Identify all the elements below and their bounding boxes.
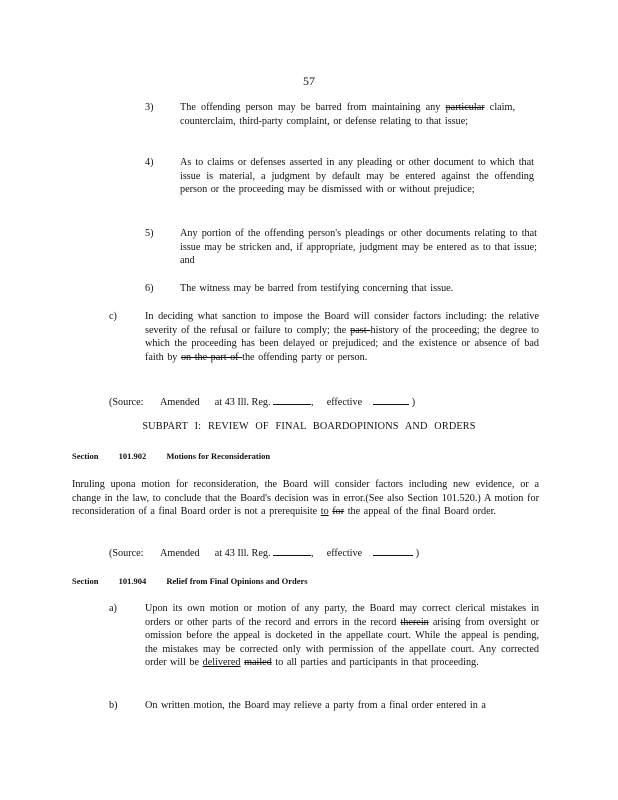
source-note: (Source: Amended at 43 Ill. Reg. , effective ) [109,545,419,561]
source-close: ) [411,397,416,408]
item-label: 4) [145,157,154,168]
text-run: As to claims or defenses asserted in any pleading or other document to which that issue is material, a judgment by default may be entered against the offending person or the proceeding may be dismissed with or without prejudice; [180,157,534,196]
source-amended: Amended [160,548,200,559]
section-heading [72,451,288,461]
subpart-heading: SUBPART I: REVIEW OF FINAL BOARDOPINIONS AND ORDERS [142,421,476,432]
text-run: to all parties and participants in that proceeding. [271,657,479,669]
section-number: 101.902 [118,451,147,461]
text-run: On written motion, the Board may relieve a party from a final order entered in a [145,700,486,711]
section-title: Relief from Final Opinions and Orders [166,576,308,586]
page-number: 57 [303,74,315,88]
struck-text: particular [445,102,485,113]
source-amended: Amended [160,397,200,408]
section-word: Section [72,451,99,461]
inserted-text: to [320,506,329,518]
source-note: (Source: Amended at 43 Ill. Reg. , effective ) [109,394,415,410]
text-run: history of the proceeding; the degree to which the proceeding has been delayed or prejudiced; and the existence or absence of bad faith by [145,324,539,363]
section-title: Motions for Reconsideration [166,451,271,461]
source-register: at 43 Ill. Reg. [214,397,271,408]
inserted-text: delivered [202,657,241,669]
struck-text: mailed [244,657,272,669]
text-run: The offending person may be barred from maintaining any [180,102,446,113]
item-text [180,101,515,128]
text-run: arising from oversight or omission before the appeal is docketed in the appellate court. While the appeal is pending, the mistakes may be corrected only with permission of the appellate court. Any corrected order will be [145,616,540,669]
item-label: a) [109,603,117,614]
source-open: (Source: [109,397,144,408]
struck-text: on the part of [180,351,243,363]
item-text [180,227,537,268]
source-open: (Source: [109,548,144,559]
text-run: Any portion of the offending person's pleadings or other documents relating to that issue may be stricken and, if appropriate, judgment may be entered as to that issue; and [180,228,537,267]
text-run: Inruling upona motion for reconsideration, the Board will consider factors including new evidence, or a change in the law, to conclude that the Board's decision was in error.(See also Section 101.520.) A motion for reconsideration of a final Board order is not a prerequisite [72,479,539,518]
section-number: 101.904 [118,576,147,586]
body-paragraph [72,478,539,519]
effective-blank [373,394,409,405]
struck-text: for [332,506,345,518]
item-label: 6) [145,283,154,294]
section-word: Section [72,576,99,586]
effective-blank [373,545,413,556]
item-text [145,602,539,670]
register-blank [273,545,311,556]
source-effective: effective [326,397,363,408]
item-label: c) [109,311,117,322]
text-run: the offending party or person. [242,351,368,363]
text-run: the appeal of the final Board order. [344,506,496,518]
section-heading [72,576,326,586]
source-register: at 43 Ill. Reg. [214,548,271,559]
struck-text: past [350,324,371,336]
struck-text: therein [400,616,429,628]
source-close: ) [415,548,420,559]
item-text [145,310,539,364]
item-label: 5) [145,228,154,239]
item-text [180,156,534,197]
source-effective: effective [326,548,363,559]
item-label: 3) [145,102,154,113]
register-blank [273,394,311,405]
text-run: claim, counterclaim, third-party complaint, or defense relating to that issue; [180,102,515,127]
item-label: b) [109,700,118,711]
text-run: In deciding what sanction to impose the Board will consider factors including: the relative severity of the refusal or failure to comply; the [145,311,539,336]
text-run: The witness may be barred from testifying concerning that issue. [180,283,454,294]
item-text [180,282,537,296]
item-text [145,699,539,713]
text-run: Upon its own motion or motion of any party, the Board may correct clerical mistakes in orders or other parts of the record and errors in the record [145,603,539,628]
